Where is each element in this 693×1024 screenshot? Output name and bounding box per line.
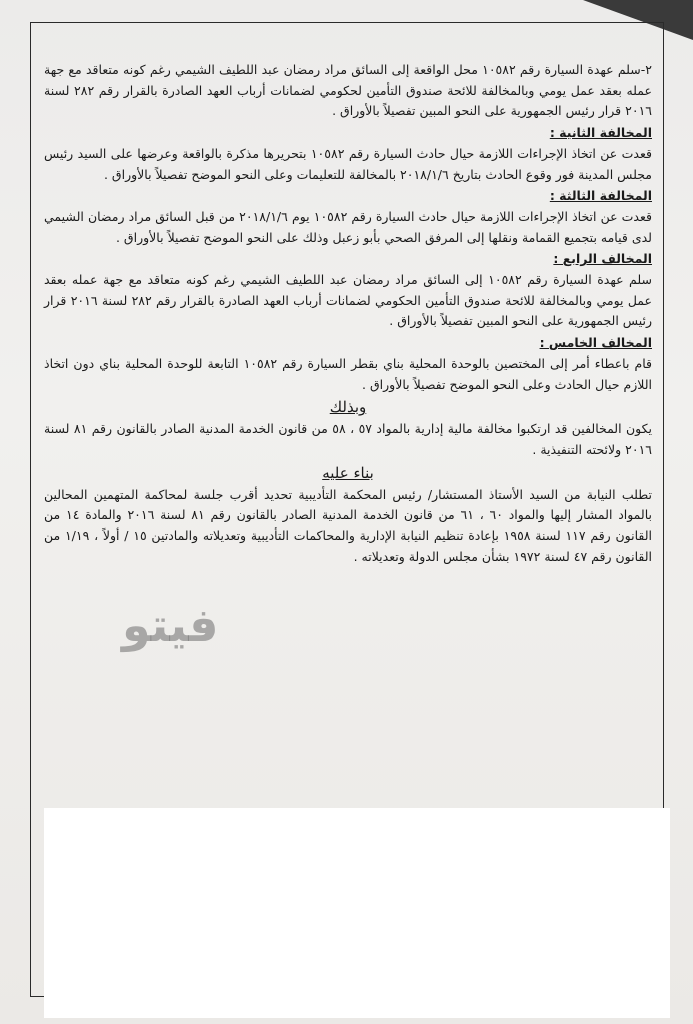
paragraph-request: تطلب النيابة من السيد الأستاذ المستشار/ رئيس المحكمة التأديبية تحديد أقرب جلسة لمحاكمة المتهمين المحالين بالمواد المشار إليها والمواد ٦٠ ، ٦١ من قانون الخدمة المدنية الصادر بالقانون رقم ٨١ لسنة ٢٠١٦ والمادة ١٤ من القانون رقم ١١٧ لسنة ١٩٥٨ بإعادة تنظيم النيابة الإدارية والمحاكمات التأديبية وتعديلاته والمادتين ١٥ / أولاً ، ١/١٩ من القانون رقم ٤٧ لسنة ١٩٧٢ بشأن مجلس الدولة وتعديلاته . — [44, 486, 653, 564]
paragraph-fifth-violator: قام باعطاء أمر إلى المختصين بالوحدة المحلية بناي بقطر السيارة رقم ١٠٥٨٢ التابعة للوحدة المحلية بناي دون اتخاذ اللازم حيال الحادث وعلى النحو الموضح تفصيلاً بالأوراق . — [44, 355, 652, 392]
document-body — [44, 60, 652, 567]
paragraph-item-2: ٢-سلم عهدة السيارة رقم ١٠٥٨٢ محل الواقعة إلى السائق مراد رمضان عبد اللطيف الشيمي رغم كونه متعاقد مع جهة عمله بعقد عمل يومي وبالمخالفة للائحة صندوق التأمين لحكومي لضمانات أرباب العهد الصادرة بالقرار رقم ٢٨٢ لسنة ٢٠١٦ قرار رئيس الجمهورية على النحو المبين تفصيلاً بالأوراق . — [44, 62, 652, 119]
heading-fourth-violator: المخالف الرابع : — [553, 251, 652, 267]
paragraph-third-violation: قعدت عن اتخاذ الإجراءات اللازمة حيال حادث السيارة رقم ١٠٥٨٢ يوم ٢٠١٨/١/٦ من قبل السائق مراد رمضان الشيمي لدى قيامه بتجميع القمامة ونقلها إلى المرفق الصحي بأبو زعبل وذلك على النحو الموضح تفصيلاً بالأوراق . — [44, 208, 652, 245]
redaction-block — [44, 808, 670, 1018]
heading-third-violation: المخالفة الثالثة : — [549, 188, 652, 204]
heading-fifth-violator: المخالف الخامس : — [539, 335, 652, 351]
heading-accordingly: بناء عليه — [322, 463, 374, 482]
paragraph-second-violation: قعدت عن اتخاذ الإجراءات اللازمة حيال حادث السيارة رقم ١٠٥٨٢ بتحريرها مذكرة بالواقعة وعرضها على السيد رئيس مجلس المدينة فور وقوع الحادث بتاريخ ٢٠١٨/١/٦ بالمخالفة للتعليمات وعلى النحو الموضح تفصيلاً بالأوراق . — [44, 145, 652, 182]
heading-second-violation: المخالفة الثانية : — [549, 125, 652, 141]
paragraph-fourth-violator: سلم عهدة السيارة رقم ١٠٥٨٢ إلى السائق مراد رمضان عبد اللطيف الشيمي رغم كونه متعاقد مع جهة عمله بعقد عمل يومي وبالمخالفة للائحة صندوق التأمين الحكومي لضمانات أرباب العهد الصادرة بالقرار رقم ٢٨٢ لسنة ٢٠١٦ قرار رئيس الجمهورية على النحو المبين تفصيلاً بالأوراق . — [44, 272, 652, 329]
paragraph-conclusion: يكون المخالفين قد ارتكبوا مخالفة مالية إدارية بالمواد ٥٧ ، ٥٨ من قانون الخدمة المدنية الصادر بالقانون رقم ٨١ لسنة ٢٠١٦ ولائحته التنفيذية . — [44, 421, 653, 457]
watermark-logo: فيتو — [122, 598, 219, 652]
heading-thus: وبذلك — [329, 398, 367, 417]
